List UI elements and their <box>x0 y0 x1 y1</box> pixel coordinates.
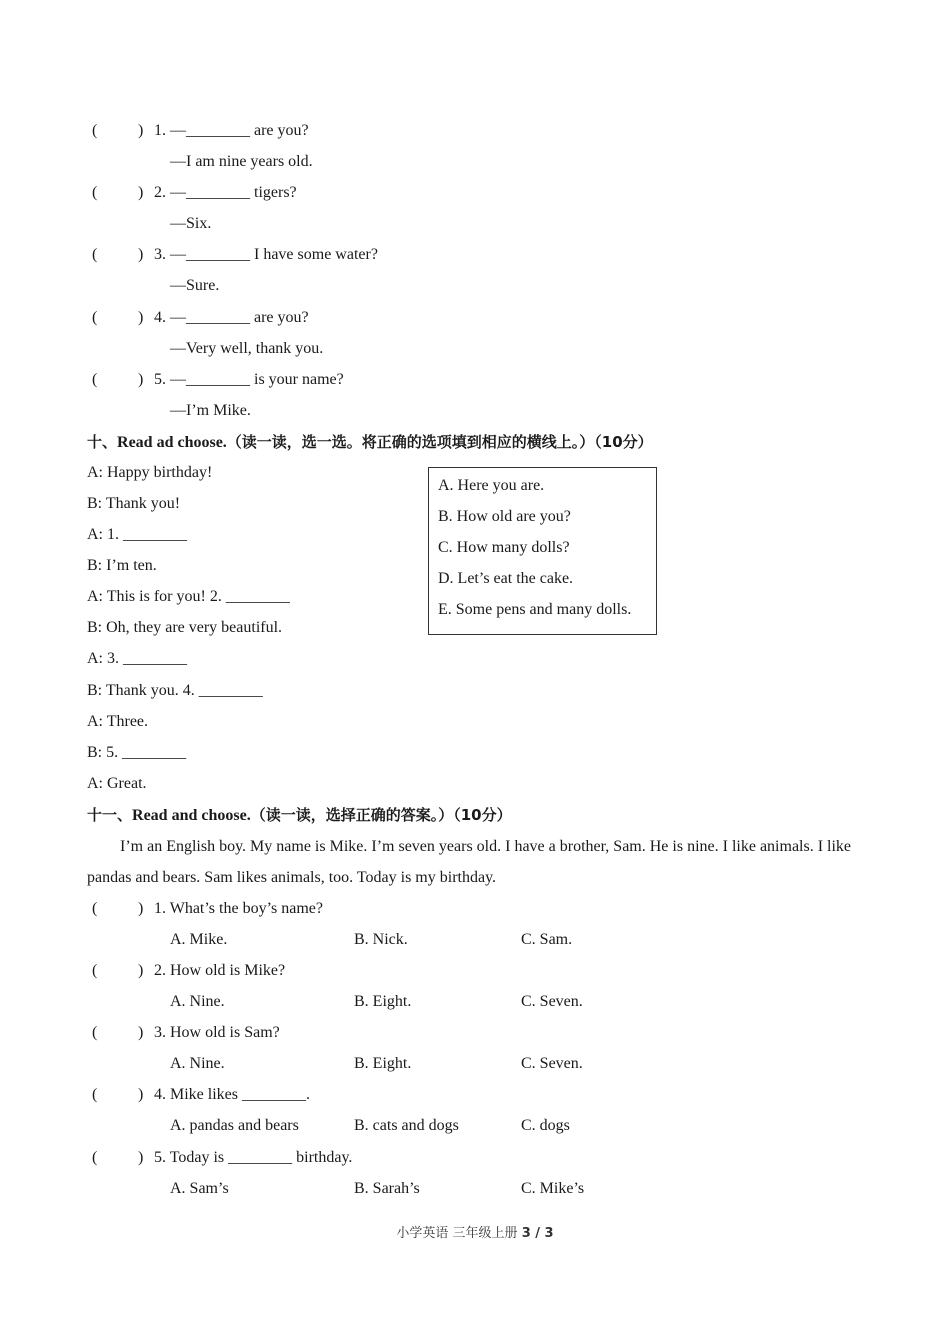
dialogue-line: A: Great. <box>87 775 147 792</box>
option-item: D. Let’s eat the cake. <box>438 570 574 587</box>
dialogue-line: B: Thank you. 4. ________ <box>87 682 263 699</box>
answer-bracket-open: ( <box>92 962 98 979</box>
heading-english: Read and choose. <box>132 807 251 824</box>
answer-bracket-close: ) <box>138 122 144 139</box>
dialogue-line: A: 1. ________ <box>87 526 187 543</box>
answer-line: —Very well, thank you. <box>170 340 324 357</box>
heading-english: Read ad choose. <box>117 434 227 451</box>
question-text: 5. —________ is your name? <box>154 371 344 388</box>
choice-a: A. Nine. <box>170 1055 225 1072</box>
answer-bracket-close: ) <box>138 246 144 263</box>
choice-a: A. Sam’s <box>170 1180 229 1197</box>
reading-passage: I’m an English boy. My name is Mike. I’m seven years old. I have a brother, Sam. He is nine. I like animals. I like pandas and bears. Sam likes animals, too. Today is my birthday. <box>87 838 852 886</box>
choice-c: C. Seven. <box>521 993 583 1010</box>
choice-b: B. Eight. <box>354 993 412 1010</box>
dialogue-line: A: Happy birthday! <box>87 464 213 481</box>
answer-bracket-open: ( <box>92 900 98 917</box>
answer-bracket-open: ( <box>92 371 98 388</box>
answer-line: —I’m Mike. <box>170 402 251 419</box>
answer-bracket-open: ( <box>92 246 98 263</box>
answer-bracket-close: ) <box>138 900 144 917</box>
question-text: 5. Today is ________ birthday. <box>154 1149 353 1166</box>
choice-a: A. Nine. <box>170 993 225 1010</box>
question-text: 3. How old is Sam? <box>154 1024 280 1041</box>
choice-c: C. Mike’s <box>521 1180 585 1197</box>
options-box <box>428 467 657 635</box>
option-item: C. How many dolls? <box>438 539 570 556</box>
answer-bracket-open: ( <box>92 1024 98 1041</box>
question-text: 4. —________ are you? <box>154 309 309 326</box>
heading-chinese: （读一读，选择正确的答案。）（10分） <box>250 806 512 824</box>
answer-bracket-close: ) <box>138 1086 144 1103</box>
answer-bracket-close: ) <box>138 309 144 326</box>
dialogue-line: B: 5. ________ <box>87 744 187 761</box>
page-number: 3 / 3 <box>521 1226 554 1241</box>
option-item: B. How old are you? <box>438 508 571 525</box>
answer-bracket-close: ) <box>138 1024 144 1041</box>
question-text: 2. —________ tigers? <box>154 184 297 201</box>
answer-bracket-close: ) <box>138 962 144 979</box>
answer-line: —Sure. <box>170 277 220 294</box>
heading-chinese: （读一读，选一选。将正确的选项填到相应的横线上。）（10分） <box>226 433 653 451</box>
page-footer <box>0 1224 950 1244</box>
section-heading-10 <box>87 432 653 453</box>
choice-b: B. Sarah’s <box>354 1180 420 1197</box>
answer-bracket-open: ( <box>92 1086 98 1103</box>
question-text: 4. Mike likes ________. <box>154 1086 310 1103</box>
dialogue-line: A: 3. ________ <box>87 650 187 667</box>
dialogue-line: B: Oh, they are very beautiful. <box>87 619 283 636</box>
choice-c: C. Sam. <box>521 931 573 948</box>
dialogue-line: B: I’m ten. <box>87 557 157 574</box>
answer-bracket-open: ( <box>92 1149 98 1166</box>
answer-bracket-open: ( <box>92 184 98 201</box>
dialogue-line: A: This is for you! 2. ________ <box>87 588 290 605</box>
choice-a: A. pandas and bears <box>170 1117 299 1134</box>
choice-c: C. dogs <box>521 1117 570 1134</box>
option-item: E. Some pens and many dolls. <box>438 601 632 618</box>
answer-bracket-close: ) <box>138 1149 144 1166</box>
heading-number: 十、 <box>87 433 118 451</box>
question-text: 1. —________ are you? <box>154 122 309 139</box>
answer-line: —I am nine years old. <box>170 153 313 170</box>
dialogue-line: A: Three. <box>87 713 149 730</box>
option-item: A. Here you are. <box>438 477 545 494</box>
question-text: 2. How old is Mike? <box>154 962 286 979</box>
section-heading-11 <box>87 805 512 826</box>
answer-bracket-open: ( <box>92 309 98 326</box>
choice-b: B. Eight. <box>354 1055 412 1072</box>
heading-number: 十一、 <box>87 806 133 824</box>
footer-title: 小学英语 三年级上册 <box>396 1226 522 1241</box>
question-text: 3. —________ I have some water? <box>154 246 378 263</box>
answer-bracket-open: ( <box>92 122 98 139</box>
answer-bracket-close: ) <box>138 371 144 388</box>
answer-line: —Six. <box>170 215 212 232</box>
choice-a: A. Mike. <box>170 931 228 948</box>
choice-b: B. cats and dogs <box>354 1117 459 1134</box>
dialogue-line: B: Thank you! <box>87 495 181 512</box>
choice-c: C. Seven. <box>521 1055 583 1072</box>
question-text: 1. What’s the boy’s name? <box>154 900 323 917</box>
choice-b: B. Nick. <box>354 931 408 948</box>
answer-bracket-close: ) <box>138 184 144 201</box>
